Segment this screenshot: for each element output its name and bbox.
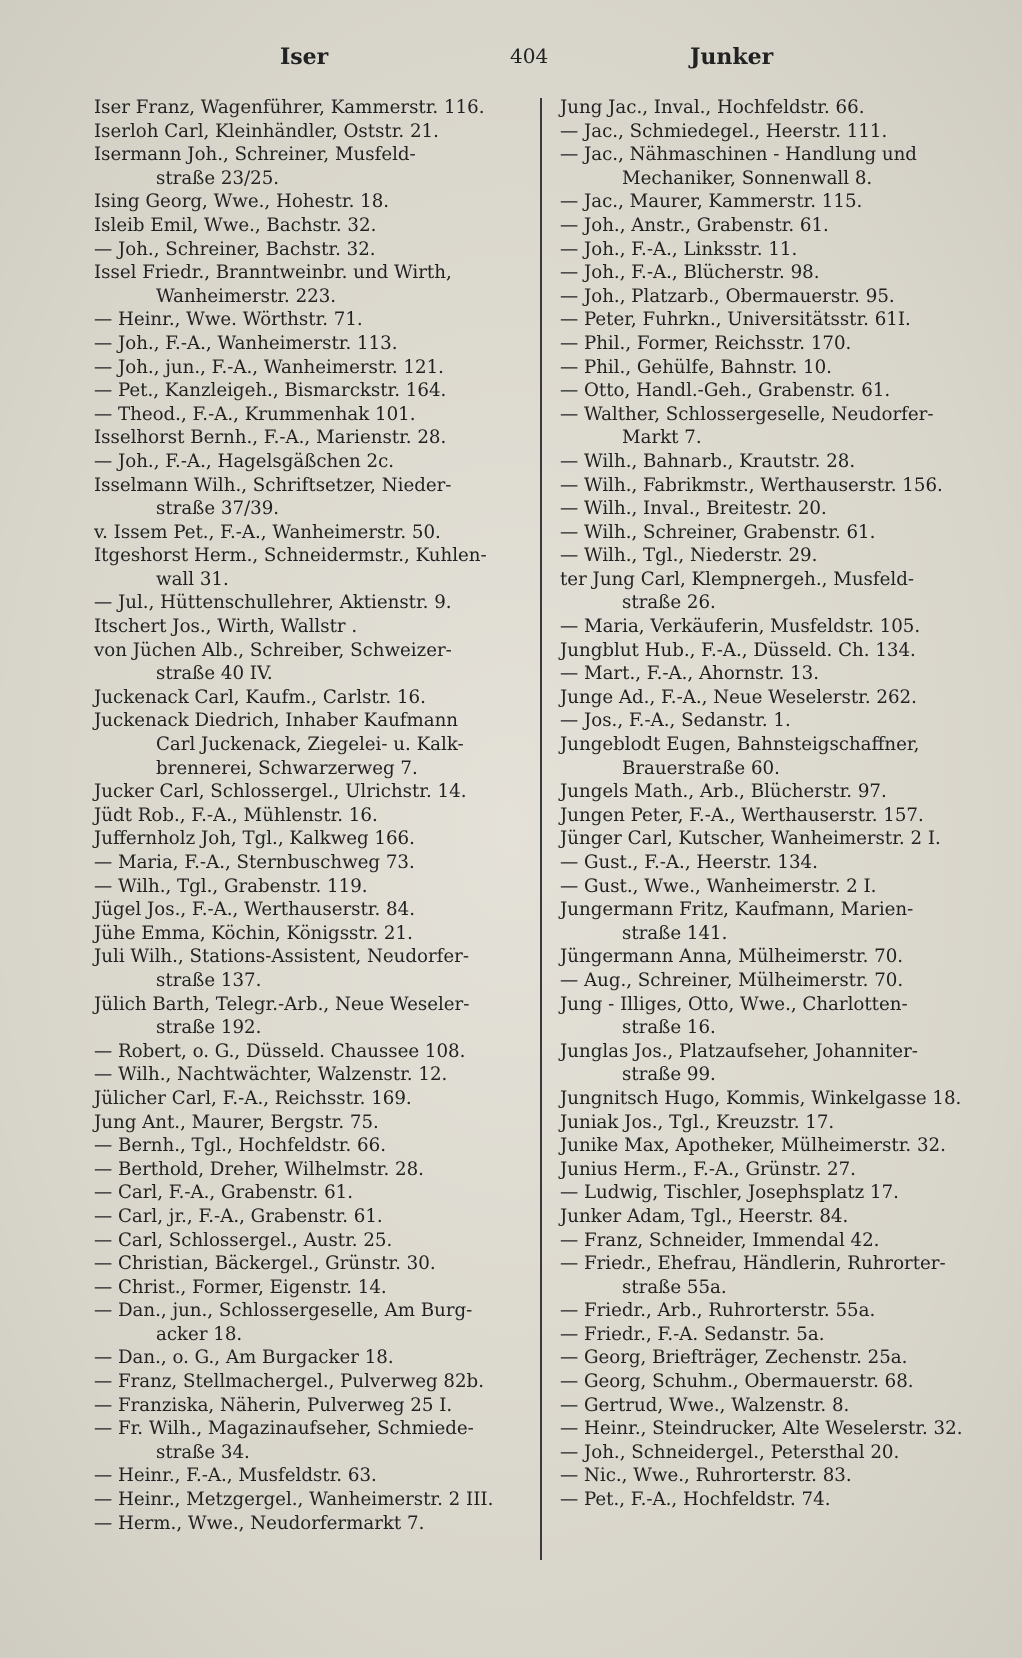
directory-entry-line: — Friedr., Arb., Ruhrorterstr. 55a.: [560, 1300, 876, 1322]
directory-entry-line: Brauerstraße 60.: [622, 757, 780, 779]
directory-entry-line: Juli Wilh., Stations-Assistent, Neudorfer-: [94, 946, 469, 968]
directory-entry-line: — Heinr., Wwe. Wörthstr. 71.: [94, 309, 363, 331]
directory-entry-line: Jucker Carl, Schlossergel., Ulrichstr. 14.: [94, 781, 467, 803]
right-column: [560, 96, 990, 1512]
directory-entry-line: — Mart., F.-A., Ahornstr. 13.: [560, 663, 819, 685]
directory-entry-line: Iser Franz, Wagenführer, Kammerstr. 116.: [94, 97, 485, 118]
directory-entry-line: — Herm., Wwe., Neudorfermarkt 7.: [94, 1512, 425, 1534]
directory-entry-line: Jung - Illiges, Otto, Wwe., Charlotten-: [560, 993, 908, 1015]
left-column: [94, 96, 514, 1535]
directory-entry-line: Jungen Peter, F.-A., Werthauserstr. 157.: [560, 804, 924, 826]
directory-entry-line: straße 192.: [156, 1017, 262, 1039]
directory-entry-line: Jungeblodt Eugen, Bahnsteigschaffner,: [560, 734, 920, 756]
directory-entry-line: — Jos., F.-A., Sedanstr. 1.: [560, 710, 791, 732]
directory-entry-line: straße 99.: [622, 1064, 716, 1086]
directory-entry-line: — Joh., Schneidergel., Petersthal 20.: [560, 1441, 900, 1463]
directory-entry-line: — Wilh., Tgl., Grabenstr. 119.: [94, 875, 368, 897]
directory-entry-line: Jungblut Hub., F.-A., Düsseld. Ch. 134.: [560, 639, 916, 661]
column-divider: [540, 98, 542, 1560]
directory-entry-line: — Franziska, Näherin, Pulverweg 25 I.: [94, 1394, 453, 1416]
directory-entry-line: — Pet., F.-A., Hochfeldstr. 74.: [560, 1489, 831, 1511]
directory-entry-line: — Wilh., Inval., Breitestr. 20.: [560, 498, 827, 520]
directory-entry-line: — Joh., F.-A., Hagelsgäßchen 2c.: [94, 450, 395, 472]
directory-entry-line: Isselhorst Bernh., F.-A., Marienstr. 28.: [94, 427, 447, 449]
directory-entry-line: straße 23/25.: [156, 167, 280, 189]
directory-entry-line: — Joh., Anstr., Grabenstr. 61.: [560, 214, 829, 236]
directory-entry-line: Isselmann Wilh., Schriftsetzer, Nieder-: [94, 474, 452, 496]
directory-entry-line: straße 40 IV.: [156, 663, 273, 685]
directory-entry-line: Juckenack Diedrich, Inhaber Kaufmann: [94, 710, 459, 732]
directory-entry-line: Jung Ant., Maurer, Bergstr. 75.: [94, 1111, 379, 1133]
directory-entry-line: — Phil., Former, Reichsstr. 170.: [560, 332, 852, 354]
directory-entry-line: straße 16.: [622, 1017, 716, 1039]
directory-entry-line: — Otto, Handl.-Geh., Grabenstr. 61.: [560, 380, 891, 402]
directory-entry-line: Iserloh Carl, Kleinhändler, Oststr. 21.: [94, 120, 439, 142]
directory-entry-line: Jülich Barth, Telegr.-Arb., Neue Weseler-: [94, 993, 470, 1015]
directory-entry-line: Jüngermann Anna, Mülheimerstr. 70.: [560, 946, 904, 968]
directory-entry-line: Jülicher Carl, F.-A., Reichsstr. 169.: [94, 1087, 412, 1109]
directory-entry-line: — Gust., Wwe., Wanheimerstr. 2 I.: [560, 875, 877, 897]
directory-entry-line: — Wilh., Nachtwächter, Walzenstr. 12.: [94, 1064, 448, 1086]
directory-entry-line: v. Issem Pet., F.-A., Wanheimerstr. 50.: [94, 521, 441, 543]
directory-entry-line: Isleib Emil, Wwe., Bachstr. 32.: [94, 214, 377, 236]
directory-entry-line: — Friedr., F.-A. Sedanstr. 5a.: [560, 1323, 825, 1345]
directory-entry-line: — Wilh., Fabrikmstr., Werthauserstr. 156.: [560, 474, 943, 496]
directory-entry-line: — Maria, F.-A., Sternbuschweg 73.: [94, 852, 415, 873]
directory-entry-line: — Gust., F.-A., Heerstr. 134.: [560, 852, 818, 873]
directory-entry-line: — Berthold, Dreher, Wilhelmstr. 28.: [94, 1158, 424, 1180]
directory-entry-line: — Georg, Schuhm., Obermauerstr. 68.: [560, 1371, 914, 1393]
directory-entry-line: — Carl, Schlossergel., Austr. 25.: [94, 1229, 393, 1251]
page-number: 404: [510, 44, 549, 68]
directory-entry-line: Mechaniker, Sonnenwall 8.: [622, 167, 873, 189]
directory-entry-line: — Ludwig, Tischler, Josephsplatz 17.: [560, 1182, 899, 1204]
directory-entry-line: — Carl, jr., F.-A., Grabenstr. 61.: [94, 1205, 383, 1227]
directory-entry-line: Jügel Jos., F.-A., Werthauserstr. 84.: [94, 899, 415, 921]
directory-entry-line: ter Jung Carl, Klempnergeh., Musfeld-: [560, 568, 914, 590]
directory-entry-line: — Christ., Former, Eigenstr. 14.: [94, 1276, 387, 1298]
directory-entry-line: Junglas Jos., Platzaufseher, Johanniter-: [560, 1040, 918, 1062]
directory-entry-line: Ising Georg, Wwe., Hohestr. 18.: [94, 191, 390, 213]
directory-entry-line: — Joh., F.-A., Linksstr. 11.: [560, 238, 798, 260]
directory-entry-line: Jungermann Fritz, Kaufmann, Marien-: [560, 899, 914, 921]
directory-entry-line: — Joh., Schreiner, Bachstr. 32.: [94, 238, 376, 260]
directory-entry-line: Wanheimerstr. 223.: [156, 285, 337, 307]
directory-entry-line: — Carl, F.-A., Grabenstr. 61.: [94, 1182, 353, 1204]
directory-entry-line: straße 141.: [622, 922, 728, 944]
header-right-keyword: Junker: [690, 44, 774, 70]
directory-entry-line: Junge Ad., F.-A., Neue Weselerstr. 262.: [560, 686, 917, 708]
directory-entry-line: Junius Herm., F.-A., Grünstr. 27.: [560, 1158, 856, 1180]
directory-entry-line: Juniak Jos., Tgl., Kreuzstr. 17.: [560, 1111, 835, 1133]
page-header: [90, 44, 982, 80]
directory-entry-line: — Maria, Verkäuferin, Musfeldstr. 105.: [560, 616, 921, 638]
directory-entry-line: Issel Friedr., Branntweinbr. und Wirth,: [94, 262, 452, 284]
directory-entry-line: — Jac., Nähmaschinen - Handlung und: [560, 144, 917, 166]
directory-entry-line: Juckenack Carl, Kaufm., Carlstr. 16.: [94, 686, 426, 708]
directory-entry-line: — Wilh., Tgl., Niederstr. 29.: [560, 545, 818, 567]
directory-entry-line: — Jac., Schmiedegel., Heerstr. 111.: [560, 120, 888, 142]
directory-entry-line: Jungels Math., Arb., Blücherstr. 97.: [560, 781, 887, 803]
directory-entry-line: straße 55a.: [622, 1276, 727, 1298]
directory-entry-line: — Gertrud, Wwe., Walzenstr. 8.: [560, 1394, 850, 1416]
directory-entry-line: — Heinr., Metzgergel., Wanheimerstr. 2 III.: [94, 1489, 494, 1511]
directory-entry-line: Junike Max, Apotheker, Mülheimerstr. 32.: [560, 1135, 946, 1157]
directory-entry-line: — Joh., F.-A., Blücherstr. 98.: [560, 262, 820, 284]
directory-entry-line: — Georg, Briefträger, Zechenstr. 25a.: [560, 1347, 908, 1369]
directory-entry-line: wall 31.: [156, 568, 229, 590]
directory-entry-line: — Christian, Bäckergel., Grünstr. 30.: [94, 1253, 436, 1275]
directory-entry-line: — Jac., Maurer, Kammerstr. 115.: [560, 191, 863, 213]
directory-entry-line: Markt 7.: [622, 427, 702, 449]
directory-entry-line: — Franz, Stellmachergel., Pulverweg 82b.: [94, 1371, 484, 1393]
directory-entry-line: Carl Juckenack, Ziegelei- u. Kalk-: [156, 734, 464, 756]
header-left-keyword: Iser: [280, 44, 329, 70]
directory-entry-line: — Fr. Wilh., Magazinaufseher, Schmiede-: [94, 1418, 474, 1440]
directory-entry-line: — Dan., o. G., Am Burgacker 18.: [94, 1347, 394, 1369]
directory-entry-line: Juffernholz Joh, Tgl., Kalkweg 166.: [94, 828, 415, 850]
directory-entry-line: — Theod., F.-A., Krummenhak 101.: [94, 403, 416, 425]
directory-entry-line: brennerei, Schwarzerweg 7.: [156, 757, 418, 779]
directory-entry-line: — Robert, o. G., Düsseld. Chaussee 108.: [94, 1040, 466, 1062]
directory-entry-line: — Dan., jun., Schlossergeselle, Am Burg-: [94, 1300, 473, 1322]
directory-entry-line: Jungnitsch Hugo, Kommis, Winkelgasse 18.: [560, 1087, 962, 1109]
directory-entry-line: — Phil., Gehülfe, Bahnstr. 10.: [560, 356, 832, 378]
directory-entry-line: — Joh., jun., F.-A., Wanheimerstr. 121.: [94, 356, 444, 378]
directory-entry-line: acker 18.: [156, 1323, 243, 1345]
directory-entry-line: — Franz, Schneider, Immendal 42.: [560, 1229, 880, 1251]
directory-entry-line: Itgeshorst Herm., Schneidermstr., Kuhlen-: [94, 545, 487, 567]
directory-entry-line: Jüdt Rob., F.-A., Mühlenstr. 16.: [94, 804, 378, 826]
directory-entry-line: straße 26.: [622, 592, 716, 614]
directory-entry-line: — Jul., Hüttenschullehrer, Aktienstr. 9.: [94, 592, 452, 614]
directory-entry-line: Jung Jac., Inval., Hochfeldstr. 66.: [560, 97, 865, 118]
directory-entry-line: — Walther, Schlossergeselle, Neudorfer-: [560, 403, 934, 425]
directory-entry-line: Junker Adam, Tgl., Heerstr. 84.: [560, 1205, 849, 1227]
directory-entry-line: — Wilh., Bahnarb., Krautstr. 28.: [560, 450, 856, 472]
directory-entry-line: — Peter, Fuhrkn., Universitätsstr. 61I.: [560, 309, 911, 331]
directory-entry-line: Jünger Carl, Kutscher, Wanheimerstr. 2 I.: [560, 828, 941, 850]
directory-entry-line: straße 137.: [156, 969, 262, 991]
directory-entry-line: straße 34.: [156, 1441, 250, 1463]
directory-entry-line: — Pet., Kanzleigeh., Bismarckstr. 164.: [94, 380, 447, 402]
directory-entry-line: Itschert Jos., Wirth, Wallstr .: [94, 616, 358, 638]
directory-entry-line: — Wilh., Schreiner, Grabenstr. 61.: [560, 521, 876, 543]
directory-entry-line: Isermann Joh., Schreiner, Musfeld-: [94, 144, 416, 166]
directory-entry-line: Jühe Emma, Köchin, Königsstr. 21.: [94, 922, 413, 944]
directory-entry-line: — Heinr., Steindrucker, Alte Weselerstr. 32.: [560, 1418, 963, 1440]
directory-entry-line: — Nic., Wwe., Ruhrorterstr. 83.: [560, 1465, 852, 1487]
directory-entry-line: von Jüchen Alb., Schreiber, Schweizer-: [94, 639, 452, 661]
directory-entry-line: — Joh., F.-A., Wanheimerstr. 113.: [94, 332, 398, 354]
directory-entry-line: — Heinr., F.-A., Musfeldstr. 63.: [94, 1465, 377, 1487]
directory-entry-line: — Friedr., Ehefrau, Händlerin, Ruhrorter-: [560, 1253, 946, 1275]
directory-entry-line: straße 37/39.: [156, 498, 280, 520]
directory-entry-line: — Aug., Schreiner, Mülheimerstr. 70.: [560, 969, 904, 991]
directory-entry-line: — Bernh., Tgl., Hochfeldstr. 66.: [94, 1135, 386, 1157]
directory-entry-line: — Joh., Platzarb., Obermauerstr. 95.: [560, 285, 895, 307]
